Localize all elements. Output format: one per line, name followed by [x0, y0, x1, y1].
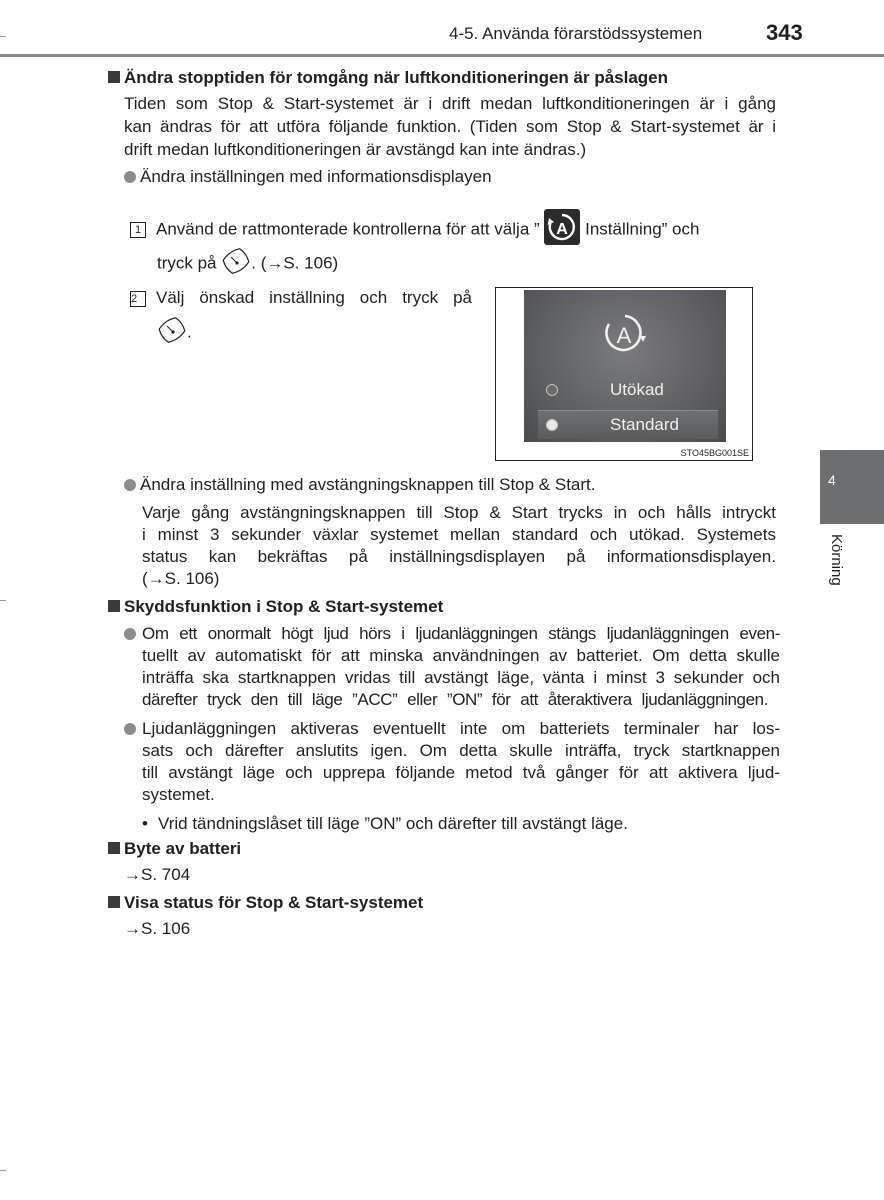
option-utokad[interactable]	[538, 376, 718, 404]
paragraph-line: Tiden som Stop & Start-systemet är i drift medan luftkonditioneringen är i gång	[124, 94, 776, 113]
paragraph-line: Ljudanläggningen aktiveras eventuellt inte om batteriets terminaler har los-	[142, 719, 780, 738]
sub-bullet-item	[142, 813, 628, 835]
sub-bullet-icon: •	[142, 814, 148, 833]
stop-start-auto-icon	[600, 312, 650, 359]
header-rule	[0, 54, 884, 57]
svg-text:A: A	[616, 323, 632, 348]
square-bullet-icon	[108, 842, 120, 854]
square-bullet-icon	[108, 71, 120, 83]
bullet-text: Ändra inställningen med informationsdisplayen	[140, 167, 492, 186]
paragraph-line: drift medan luftkonditioneringen är avstängd kan inte ändras.)	[124, 140, 587, 159]
circle-bullet-icon	[124, 479, 136, 491]
paragraph-line: Om ett onormalt högt ljud hörs i ljudanläggningen stängs ljudanläggningen even-	[142, 624, 780, 643]
enter-button-icon	[157, 316, 187, 350]
bullet-item	[124, 166, 492, 188]
paragraph-line: (→S. 106)	[142, 569, 220, 588]
header-section-title: 4-5. Använda förarstödssystemen	[449, 24, 703, 43]
sub-bullet-text: Vrid tändningslåset till läge ”ON” och därefter till avstängt läge.	[158, 814, 628, 833]
enter-button-icon	[221, 247, 251, 281]
circle-bullet-icon	[124, 628, 136, 640]
bullet-dot-holder	[124, 718, 140, 740]
step-text: .	[187, 322, 192, 342]
section-heading	[108, 839, 241, 859]
paragraph-line: inträffa ska startknappen vridas till avstängt läge, vänta i minst 3 sekunder och	[142, 668, 780, 687]
step-text: tryck på	[157, 253, 217, 273]
paragraph-line: tuellt av automatiskt för att minska användningen av batteriet. Om detta skulle	[142, 646, 780, 665]
paragraph-line: sats och därefter anslutits igen. Om detta skulle inträffa, tryck startknappen	[142, 741, 780, 760]
page-reference[interactable]: →S. 704	[124, 865, 191, 884]
paragraph-line: i minst 3 sekunder växlar systemet mellan standard och utökad. Systemets	[142, 525, 776, 544]
chapter-label: Körning	[828, 534, 845, 586]
step-item	[130, 209, 699, 251]
section-heading-text: Byte av batteri	[124, 839, 242, 858]
paragraph-line: därefter tryck den till läge ”ACC” eller ”ON” för att återaktivera ljudanläggningen.	[142, 690, 768, 709]
section-heading-text: Visa status för Stop & Start-systemet	[124, 893, 424, 912]
bullet-text: Ändra inställning med avstängningsknappen till Stop & Start.	[140, 475, 596, 494]
paragraph-line: till avstängt läge och upprepa följande metod två gånger för att aktivera ljud-	[142, 763, 780, 782]
paragraph-line: systemet.	[142, 785, 215, 804]
option-label: Utökad	[610, 380, 664, 399]
page-number: 343	[766, 20, 803, 45]
crop-mark	[0, 1170, 6, 1171]
step-number-box: 1	[130, 222, 146, 238]
svg-text:A: A	[556, 221, 569, 238]
section-heading	[108, 893, 423, 913]
square-bullet-icon	[108, 896, 120, 908]
radio-selected-icon	[546, 419, 558, 431]
step-number-box: 2	[130, 291, 146, 307]
radio-icon	[546, 384, 558, 396]
step-text: . (→S. 106)	[251, 253, 339, 273]
step-text: Inställning” och	[580, 219, 700, 239]
option-label: Standard	[610, 415, 679, 434]
square-bullet-icon	[108, 600, 120, 612]
figure-caption: STO45BG001SE	[680, 448, 749, 458]
page-reference[interactable]: →S. 106	[124, 919, 191, 938]
step-text: Välj önskad inställning och tryck på	[156, 288, 472, 307]
paragraph-line: kan ändras för att utföra följande funktion. (Tiden som Stop & Start-systemet är i	[124, 117, 776, 136]
section-heading	[108, 68, 668, 88]
section-heading	[108, 597, 443, 617]
step-continuation	[157, 247, 338, 281]
section-heading-text: Skyddsfunktion i Stop & Start-systemet	[124, 597, 444, 616]
step-item	[130, 287, 472, 309]
chapter-number: 4	[828, 472, 836, 488]
circle-bullet-icon	[124, 723, 136, 735]
display-figure	[495, 287, 753, 461]
crop-mark	[0, 36, 6, 37]
step-continuation	[157, 316, 192, 350]
bullet-dot-holder	[124, 623, 140, 645]
paragraph-line: status kan bekräftas på inställningsdisplayen på informationsdisplayen.	[142, 547, 776, 566]
section-heading-text: Ändra stopptiden för tomgång när luftkonditioneringen är påslagen	[124, 68, 669, 87]
bullet-item	[124, 474, 596, 496]
info-display-screen	[524, 290, 726, 442]
paragraph-line: Varje gång avstängningsknappen till Stop & Start trycks in och hålls intryckt	[142, 503, 776, 522]
step-text: Använd de rattmonterade kontrollerna för att välja ”	[156, 219, 540, 239]
circle-bullet-icon	[124, 171, 136, 183]
option-standard[interactable]	[538, 410, 718, 439]
crop-mark	[0, 600, 6, 601]
stop-start-auto-icon	[544, 209, 580, 251]
